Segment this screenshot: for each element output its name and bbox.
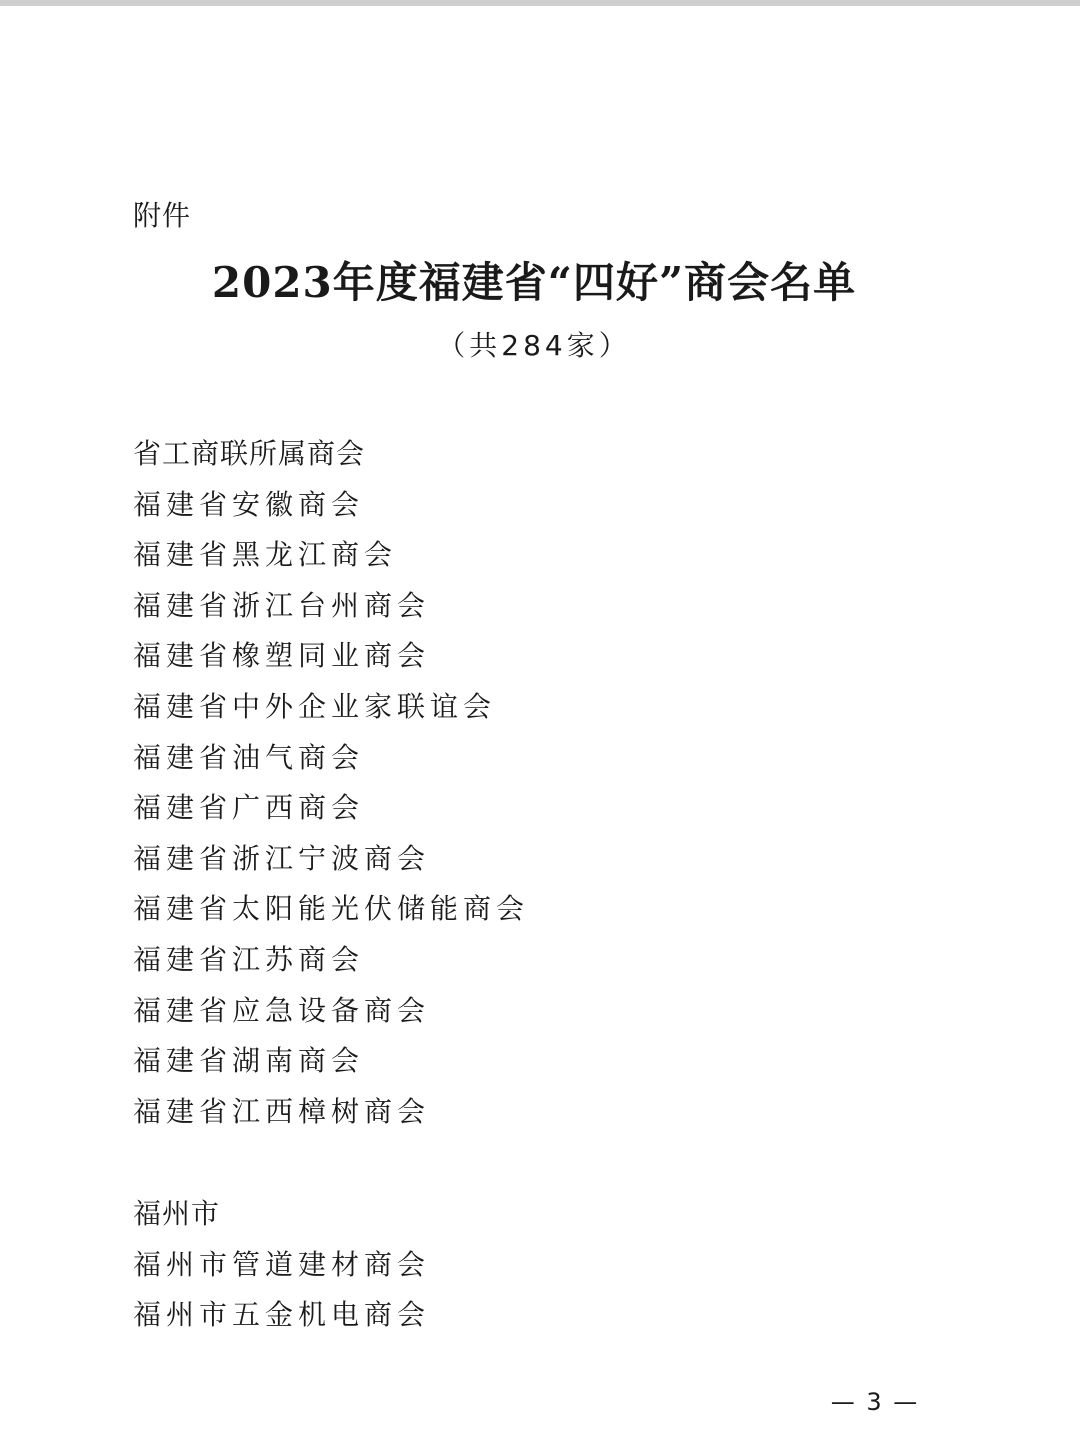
list-item: 福建省浙江台州商会 [133, 588, 431, 622]
chamber-list [133, 480, 529, 1138]
list-item: 福建省江西樟树商会 [133, 1094, 431, 1128]
list-item: 福建省安徽商会 [133, 487, 365, 521]
list-item: 福建省应急设备商会 [133, 993, 431, 1027]
section-fuzhou [133, 1189, 430, 1341]
list-item: 福建省浙江宁波商会 [133, 841, 431, 875]
list-item: 福建省太阳能光伏储能商会 [133, 892, 530, 926]
attachment-label: 附件 [133, 199, 192, 232]
list-item: 福建省油气商会 [133, 740, 365, 774]
list-item: 福建省湖南商会 [133, 1044, 365, 1078]
section-heading: 福州市 [133, 1197, 221, 1230]
list-item: 福建省江苏商会 [133, 942, 365, 976]
list-item: 福建省中外企业家联谊会 [133, 689, 497, 723]
section-heading: 省工商联所属商会 [133, 437, 366, 470]
list-item: 福建省黑龙江商会 [133, 538, 398, 572]
document-title: 2023年度福建省“四好”商会名单 [211, 258, 857, 307]
section-provincial [133, 429, 529, 1137]
list-item: 福建省橡塑同业商会 [133, 639, 431, 673]
list-item: 福州市管道建材商会 [133, 1247, 431, 1281]
document-subtitle: （共284家） [437, 329, 631, 362]
scan-top-edge [0, 0, 1080, 6]
list-item: 福州市五金机电商会 [133, 1298, 431, 1332]
chamber-list [133, 1240, 430, 1341]
list-item: 福建省广西商会 [133, 791, 365, 825]
page-number: — 3 — [830, 1388, 920, 1416]
